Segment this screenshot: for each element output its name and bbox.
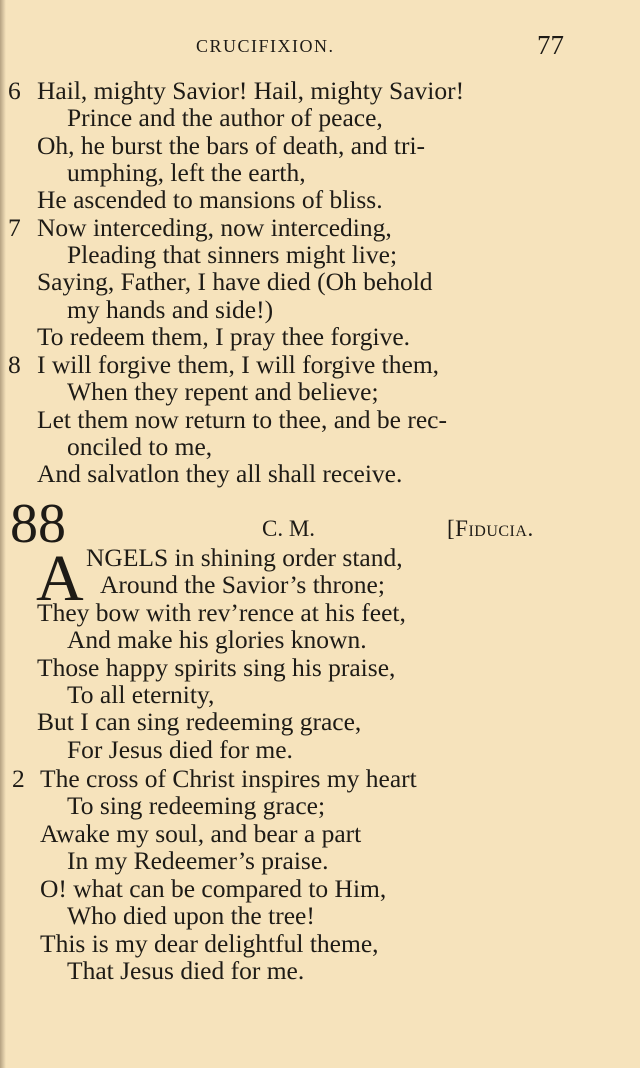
hymn-number: 88 bbox=[10, 493, 66, 555]
verse-line: And make his glories known. bbox=[67, 625, 367, 654]
verse-line: Those happy spirits sing his praise, bbox=[37, 653, 396, 682]
verse-line: To redeem them, I pray thee forgive. bbox=[37, 322, 411, 351]
verse-line: He ascended to mansions of bliss. bbox=[37, 185, 383, 214]
page-edge-shadow bbox=[0, 0, 6, 1068]
verse-line: Who died upon the tree! bbox=[67, 901, 315, 930]
verse-line: Around the Savior’s throne; bbox=[100, 570, 385, 599]
verse-line: Oh, he burst the bars of death, and tri- bbox=[37, 131, 426, 160]
verse-line: To sing redeeming grace; bbox=[67, 791, 326, 820]
verse-line: Now interceding, now interceding, bbox=[37, 213, 392, 242]
running-head: CRUCIFIXION. bbox=[196, 36, 335, 56]
verse-line: In my Redeemer’s praise. bbox=[67, 846, 329, 875]
verse-line: Let them now return to thee, and be rec- bbox=[37, 405, 447, 434]
verse-line: When they repent and believe; bbox=[67, 377, 379, 406]
verse-line: my hands and side!) bbox=[67, 295, 274, 324]
verse-line: This is my dear delightful theme, bbox=[40, 929, 379, 958]
verse-line: Prince and the author of peace, bbox=[67, 103, 383, 132]
verse-line: Saying, Father, I have died (Oh behold bbox=[37, 267, 433, 296]
verse-line: That Jesus died for me. bbox=[67, 956, 305, 985]
verse-line: Hail, mighty Savior! Hail, mighty Savior! bbox=[37, 76, 465, 105]
verse-line: For Jesus died for me. bbox=[67, 735, 293, 764]
verse-line: I will forgive them, I will forgive them, bbox=[37, 350, 440, 379]
verse-line: The cross of Christ inspires my heart bbox=[40, 764, 417, 793]
hymn-meter: C. M. bbox=[262, 516, 316, 541]
stanza-number: 7 bbox=[8, 213, 21, 242]
stanza-number: 6 bbox=[8, 76, 21, 105]
verse-line: Awake my soul, and bear a part bbox=[40, 819, 362, 848]
verse-line: And salvatlon they all shall receive. bbox=[37, 459, 403, 488]
stanza-number: 8 bbox=[8, 350, 21, 379]
verse-line: umphing, left the earth, bbox=[67, 158, 306, 187]
page-header bbox=[0, 30, 640, 64]
verse-line: To all eternity, bbox=[67, 680, 215, 709]
stanza-number: 2 bbox=[12, 764, 25, 793]
verse-line: Pleading that sinners might live; bbox=[67, 240, 398, 269]
verse-line: NGELS in shining order stand, bbox=[86, 543, 403, 572]
drop-cap: A bbox=[36, 542, 84, 615]
verse-line: But I can sing redeeming grace, bbox=[37, 707, 362, 736]
page-number: 77 bbox=[537, 30, 564, 60]
verse-line: onciled to me, bbox=[67, 432, 213, 461]
verse-line: O! what can be compared to Him, bbox=[40, 874, 387, 903]
verse-line: They bow with rev’rence at his feet, bbox=[37, 598, 406, 627]
tune-name: [Fiducia. bbox=[447, 516, 534, 541]
